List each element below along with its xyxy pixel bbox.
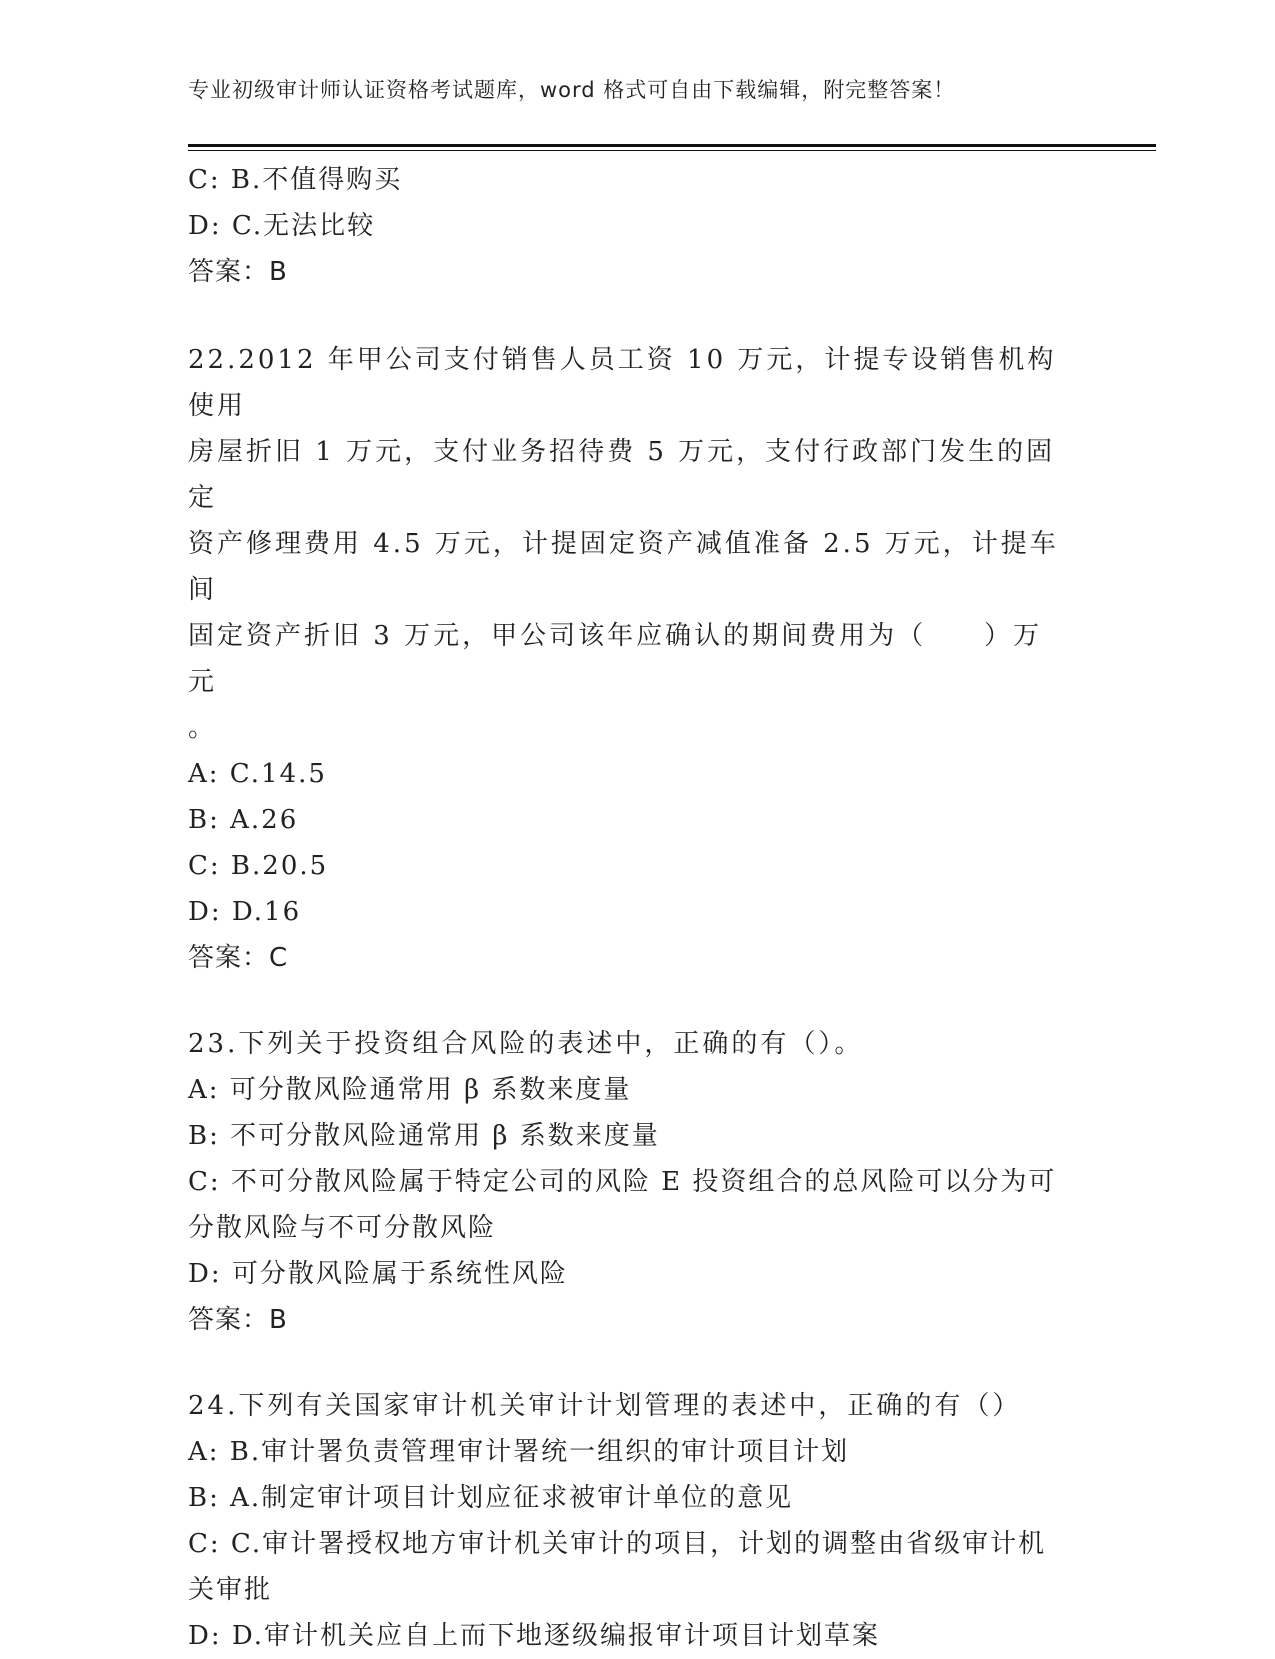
option-d: D: D.16 bbox=[188, 897, 302, 927]
question-text-line: 23.下列关于投资组合风险的表述中，正确的有（）。 bbox=[188, 1029, 864, 1059]
option-c: C: B.不值得购买 bbox=[188, 165, 403, 195]
document-body bbox=[188, 157, 1068, 1659]
option-c: C: 不可分散风险属于特定公司的风险 E 投资组合的总风险可以分为可 bbox=[188, 1167, 1057, 1197]
question-text-line: 固定资产折旧 3 万元，甲公司该年应确认的期间费用为（ ）万元 bbox=[188, 621, 1043, 697]
option-d: D: C.无法比较 bbox=[188, 211, 376, 241]
option-a: A: C.14.5 bbox=[188, 759, 327, 789]
page-header: 专业初级审计师认证资格考试题库，word 格式可自由下载编辑，附完整答案！ bbox=[188, 78, 956, 102]
question-21-tail bbox=[188, 157, 1068, 295]
header-rule-thin bbox=[188, 150, 1156, 151]
option-b: B: 不可分散风险通常用 β 系数来度量 bbox=[188, 1121, 660, 1151]
spacer bbox=[188, 1343, 1068, 1383]
question-22 bbox=[188, 337, 1068, 981]
option-c-continued: 分散风险与不可分散风险 bbox=[188, 1213, 497, 1243]
question-text-line: 22.2012 年甲公司支付销售人员工资 10 万元，计提专设销售机构使用 bbox=[188, 345, 1057, 421]
option-a: A: 可分散风险通常用 β 系数来度量 bbox=[188, 1075, 632, 1105]
option-b: B: A.制定审计项目计划应征求被审计单位的意见 bbox=[188, 1483, 794, 1513]
option-d: D: D.审计机关应自上而下地逐级编报审计项目计划草案 bbox=[188, 1621, 881, 1651]
answer-line: 答案：B bbox=[188, 1305, 288, 1335]
spacer bbox=[188, 295, 1068, 337]
option-c-continued: 关审批 bbox=[188, 1575, 273, 1605]
spacer bbox=[188, 981, 1068, 1021]
option-a: A: B.审计署负责管理审计署统一组织的审计项目计划 bbox=[188, 1437, 850, 1467]
question-24 bbox=[188, 1383, 1068, 1659]
question-text-line: 资产修理费用 4.5 万元，计提固定资产减值准备 2.5 万元，计提车间 bbox=[188, 529, 1059, 605]
answer-line: 答案：B bbox=[188, 257, 288, 287]
header-rule-thick bbox=[188, 144, 1156, 147]
option-b: B: A.26 bbox=[188, 805, 299, 835]
question-text-line: 24.下列有关国家审计机关审计计划管理的表述中，正确的有（） bbox=[188, 1391, 1022, 1421]
answer-line: 答案：C bbox=[188, 943, 289, 973]
question-text-line: 。 bbox=[188, 713, 218, 743]
question-23 bbox=[188, 1021, 1068, 1343]
question-text-line: 房屋折旧 1 万元，支付业务招待费 5 万元，支付行政部门发生的固定 bbox=[188, 437, 1056, 513]
option-d: D: 可分散风险属于系统性风险 bbox=[188, 1259, 568, 1289]
option-c: C: C.审计署授权地方审计机关审计的项目，计划的调整由省级审计机 bbox=[188, 1529, 1047, 1559]
option-c: C: B.20.5 bbox=[188, 851, 329, 881]
